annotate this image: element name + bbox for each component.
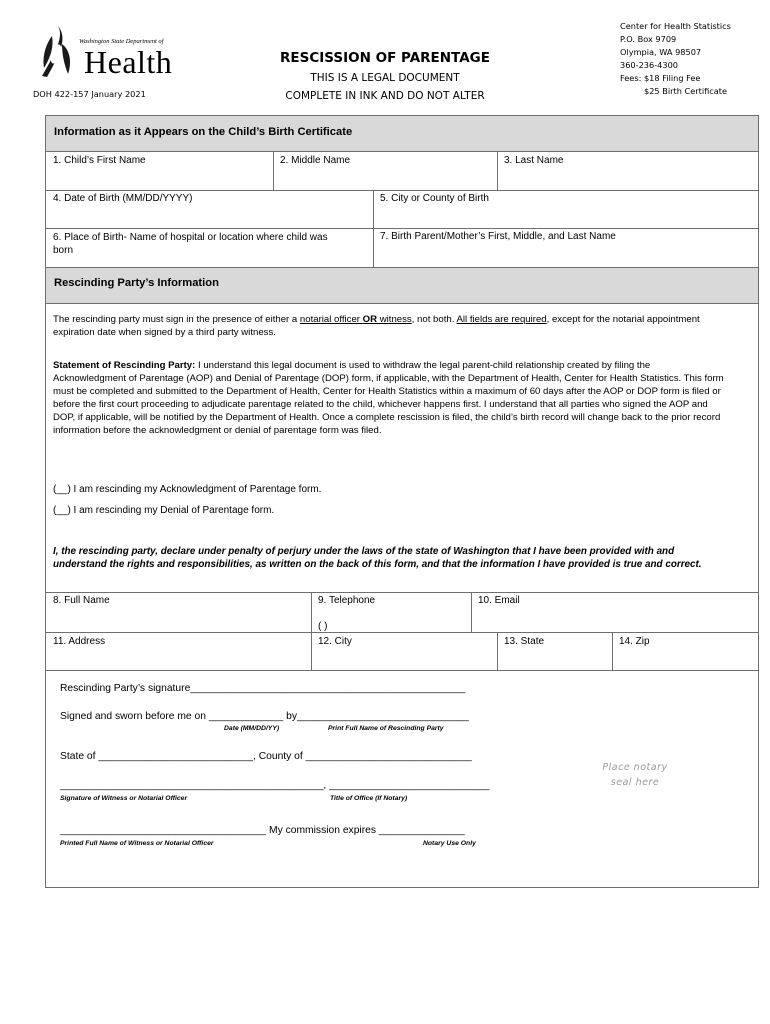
text: , except for the notarial appointment expiration date when signed by a third party witness. [53, 314, 700, 338]
divider [46, 190, 758, 191]
ink-notice: COMPLETE IN INK AND DO NOT ALTER [285, 90, 485, 102]
divider [46, 228, 758, 229]
text: witness [377, 314, 412, 325]
field-middle-name[interactable]: 2. Middle Name [280, 155, 351, 166]
field-email[interactable]: 10. Email [478, 595, 520, 606]
divider [273, 152, 274, 190]
field-full-name[interactable]: 8. Full Name [53, 595, 110, 606]
form-id: DOH 422-157 January 2021 [33, 89, 146, 99]
mailing-address [620, 20, 731, 98]
divider [471, 592, 472, 632]
address-line: Olympia, WA 98507 [620, 47, 702, 57]
divider [497, 152, 498, 190]
field-label: 6. Place of Birth- Name of hospital or location where child was [53, 232, 328, 243]
text: , not both. [411, 314, 457, 325]
address-line: $25 Birth Certificate [644, 86, 728, 96]
text: The rescinding party must sign in the presence of either a [53, 314, 300, 325]
field-city[interactable]: 12. City [318, 636, 352, 647]
field-last-name[interactable]: 3. Last Name [504, 155, 564, 166]
statement-label: Statement of Rescinding Party: [53, 360, 196, 371]
field-birth-parent-name[interactable]: 7. Birth Parent/Mother’s First, Middle, and Last Name [380, 231, 616, 242]
field-state[interactable]: 13. State [504, 636, 545, 647]
field-telephone[interactable]: 9. Telephone [318, 595, 376, 606]
statement-of-rescinding-party [53, 360, 725, 437]
witness-signature-title-line[interactable]: ______________________________________________, ____________________________ [60, 780, 490, 791]
phone-area-code-hint: ( ) [318, 621, 328, 632]
option-rescind-dop[interactable]: (__) I am rescinding my Denial of Parentage form. [53, 505, 275, 516]
page-title: RESCISSION OF PARENTAGE [280, 50, 490, 66]
seal-text: Place notary [602, 762, 668, 773]
address-line: P.O. Box 9709 [620, 34, 677, 44]
title-of-office-caption: Title of Office (If Notary) [330, 795, 408, 802]
field-address[interactable]: 11. Address [53, 636, 106, 647]
section-heading-text: Information as it Appears on the Child’s Birth Certificate [54, 126, 353, 138]
field-date-of-birth[interactable]: 4. Date of Birth (MM/DD/YYYY) [53, 193, 193, 204]
option-rescind-aop[interactable]: (__) I am rescinding my Acknowledgment of Parentage form. [53, 484, 322, 495]
commission-expires-line[interactable]: ____________________________________ My commission expires _______________ [60, 825, 465, 836]
address-line: 360-236-4300 [620, 60, 679, 70]
legal-notice: THIS IS A LEGAL DOCUMENT [310, 72, 460, 84]
signing-instructions [53, 314, 725, 340]
field-place-of-birth[interactable] [53, 231, 328, 257]
text: OR [362, 314, 378, 325]
state-county-line[interactable]: State of ___________________________, County of _____________________________ [60, 751, 472, 762]
section-heading-rescinding-party [46, 267, 758, 304]
logo-wordmark: Health [84, 44, 173, 80]
field-zip[interactable]: 14. Zip [619, 636, 650, 647]
witness-signature-caption: Signature of Witness or Notarial Officer [60, 795, 188, 802]
text: notarial officer [299, 314, 363, 325]
perjury-declaration: I, the rescinding party, declare under penalty of perjury under the laws of the state of Washington that I have been provided with and understand the rights and responsibilities, as written on the back of this form, and that the information I have provided is true and correct. [53, 546, 702, 570]
rescinding-party-signature-line[interactable]: Rescinding Party’s signature________________________________________________ [60, 683, 466, 694]
field-label: born [53, 245, 74, 256]
divider [46, 592, 758, 593]
divider [46, 670, 758, 671]
field-city-county-birth[interactable]: 5. City or County of Birth [380, 193, 489, 204]
section-heading-text: Rescinding Party’s Information [54, 277, 219, 289]
divider [46, 632, 758, 633]
divider [612, 632, 613, 670]
divider [497, 632, 498, 670]
field-child-first-name[interactable]: 1. Child’s First Name [53, 155, 146, 166]
address-line: Fees: $18 Filing Fee [620, 73, 701, 83]
logo-agency-name: Washington State Department of [79, 38, 164, 45]
text: All fields are required [456, 314, 547, 325]
sworn-before-line[interactable]: Signed and sworn before me on _____________ by______________________________ [60, 711, 469, 722]
printed-witness-name-caption: Printed Full Name of Witness or Notarial Officer [60, 840, 214, 847]
notary-seal-placeholder [580, 760, 690, 790]
notary-use-only-caption: Notary Use Only [423, 840, 476, 847]
divider [311, 592, 312, 670]
date-caption: Date (MM/DD/YY) [224, 725, 280, 732]
statement-text: I understand this legal document is used to withdraw the legal parent-child relationship created by filing the Acknowledgment of Parentage (AOP) and Denial of Parentage (DOP) form, if applicable, with the Department of Health, Center for Health Statistics. This form must be completed and submitted to the Department of Health, Center for Health Statistics within a maximum of 60 days after the AOP or DOP form is filed or before the first court proceeding to adjudicate parentage related to the child, whichever happens first. I understand that all parties who signed the AOP and DOP, if applicable, will be notified by the Department of Health. Once a complete rescission is filed, the child’s birth record will change back to the prior record information before the acknowledgment or denial of parentage form was filed. [53, 360, 724, 436]
print-name-caption: Print Full Name of Rescinding Party [328, 725, 444, 732]
seal-text: seal here [610, 777, 660, 788]
section-heading-child-info [46, 116, 758, 152]
address-line: Center for Health Statistics [620, 21, 731, 31]
